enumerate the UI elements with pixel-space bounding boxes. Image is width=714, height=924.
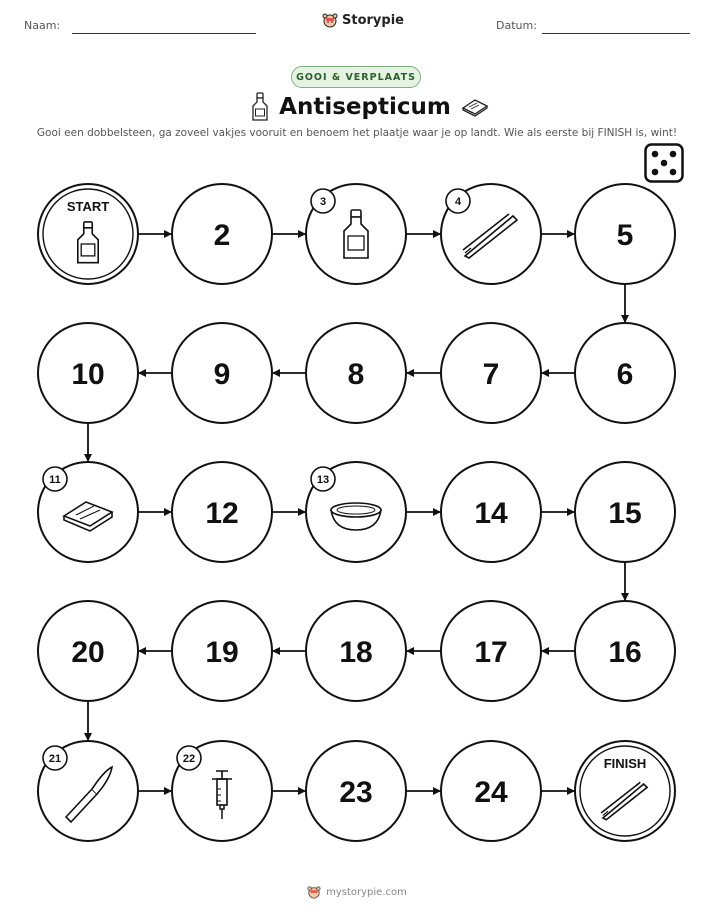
board-space-3	[306, 184, 406, 284]
board-cells	[38, 184, 675, 841]
storypie-logo-icon	[307, 885, 321, 899]
space-number: 23	[339, 776, 373, 809]
space-number: 8	[347, 358, 365, 391]
board-space-6	[575, 323, 675, 423]
space-number: 9	[213, 358, 231, 391]
finish-space	[575, 741, 675, 841]
space-number: 12	[205, 497, 239, 530]
footer	[0, 885, 714, 899]
space-number: 11	[49, 474, 61, 486]
space-number: 6	[616, 358, 634, 391]
space-number: 13	[316, 474, 330, 486]
space-number: 21	[48, 753, 62, 765]
space-number: 22	[182, 753, 196, 765]
space-number: 16	[608, 636, 642, 669]
board-space-21	[38, 741, 138, 841]
space-number: 17	[474, 636, 508, 669]
board-space-13	[306, 462, 406, 562]
board-space-9	[172, 323, 272, 423]
finish-label: FINISH	[603, 756, 647, 771]
space-number: 24	[474, 776, 508, 809]
space-number: 5	[616, 219, 634, 252]
board-space-14	[441, 462, 541, 562]
board-space-16	[575, 601, 675, 701]
board-space-2	[172, 184, 272, 284]
space-number: 10	[71, 358, 105, 391]
board-space-18	[306, 601, 406, 701]
space-number: 4	[454, 196, 462, 208]
board-space-19	[172, 601, 272, 701]
board-space-10	[38, 323, 138, 423]
space-number: 14	[474, 497, 508, 530]
board-space-5	[575, 184, 675, 284]
board-space-8	[306, 323, 406, 423]
space-number: 15	[608, 497, 642, 530]
space-number: 20	[71, 636, 105, 669]
board-space-7	[441, 323, 541, 423]
board-space-11	[38, 462, 138, 562]
space-number: 18	[339, 636, 373, 669]
board-space-23	[306, 741, 406, 841]
start-space	[38, 184, 138, 284]
start-label: START	[66, 199, 110, 214]
brand-name: Storypie	[342, 12, 404, 28]
space-number: 7	[482, 358, 500, 391]
instructions: Gooi een dobbelsteen, ga zoveel vakjes vooruit en benoem het plaatje waar je op landt. Wie als eerste bij FINISH is, wint!	[36, 127, 678, 139]
board-space-24	[441, 741, 541, 841]
board-space-17	[441, 601, 541, 701]
footer-site: mystorypie.com	[326, 886, 407, 898]
space-number: 19	[205, 636, 239, 669]
board-space-22	[172, 741, 272, 841]
space-number: 3	[319, 196, 327, 208]
date-label: Datum:	[496, 19, 537, 32]
board-space-4	[441, 184, 541, 284]
title-text: Antisepticum	[279, 94, 451, 120]
space-number: 2	[213, 219, 231, 252]
game-type-badge: GOOI & VERPLAATS	[291, 66, 421, 88]
name-label: Naam:	[24, 19, 61, 32]
board-space-15	[575, 462, 675, 562]
board-space-12	[172, 462, 272, 562]
board-space-20	[38, 601, 138, 701]
